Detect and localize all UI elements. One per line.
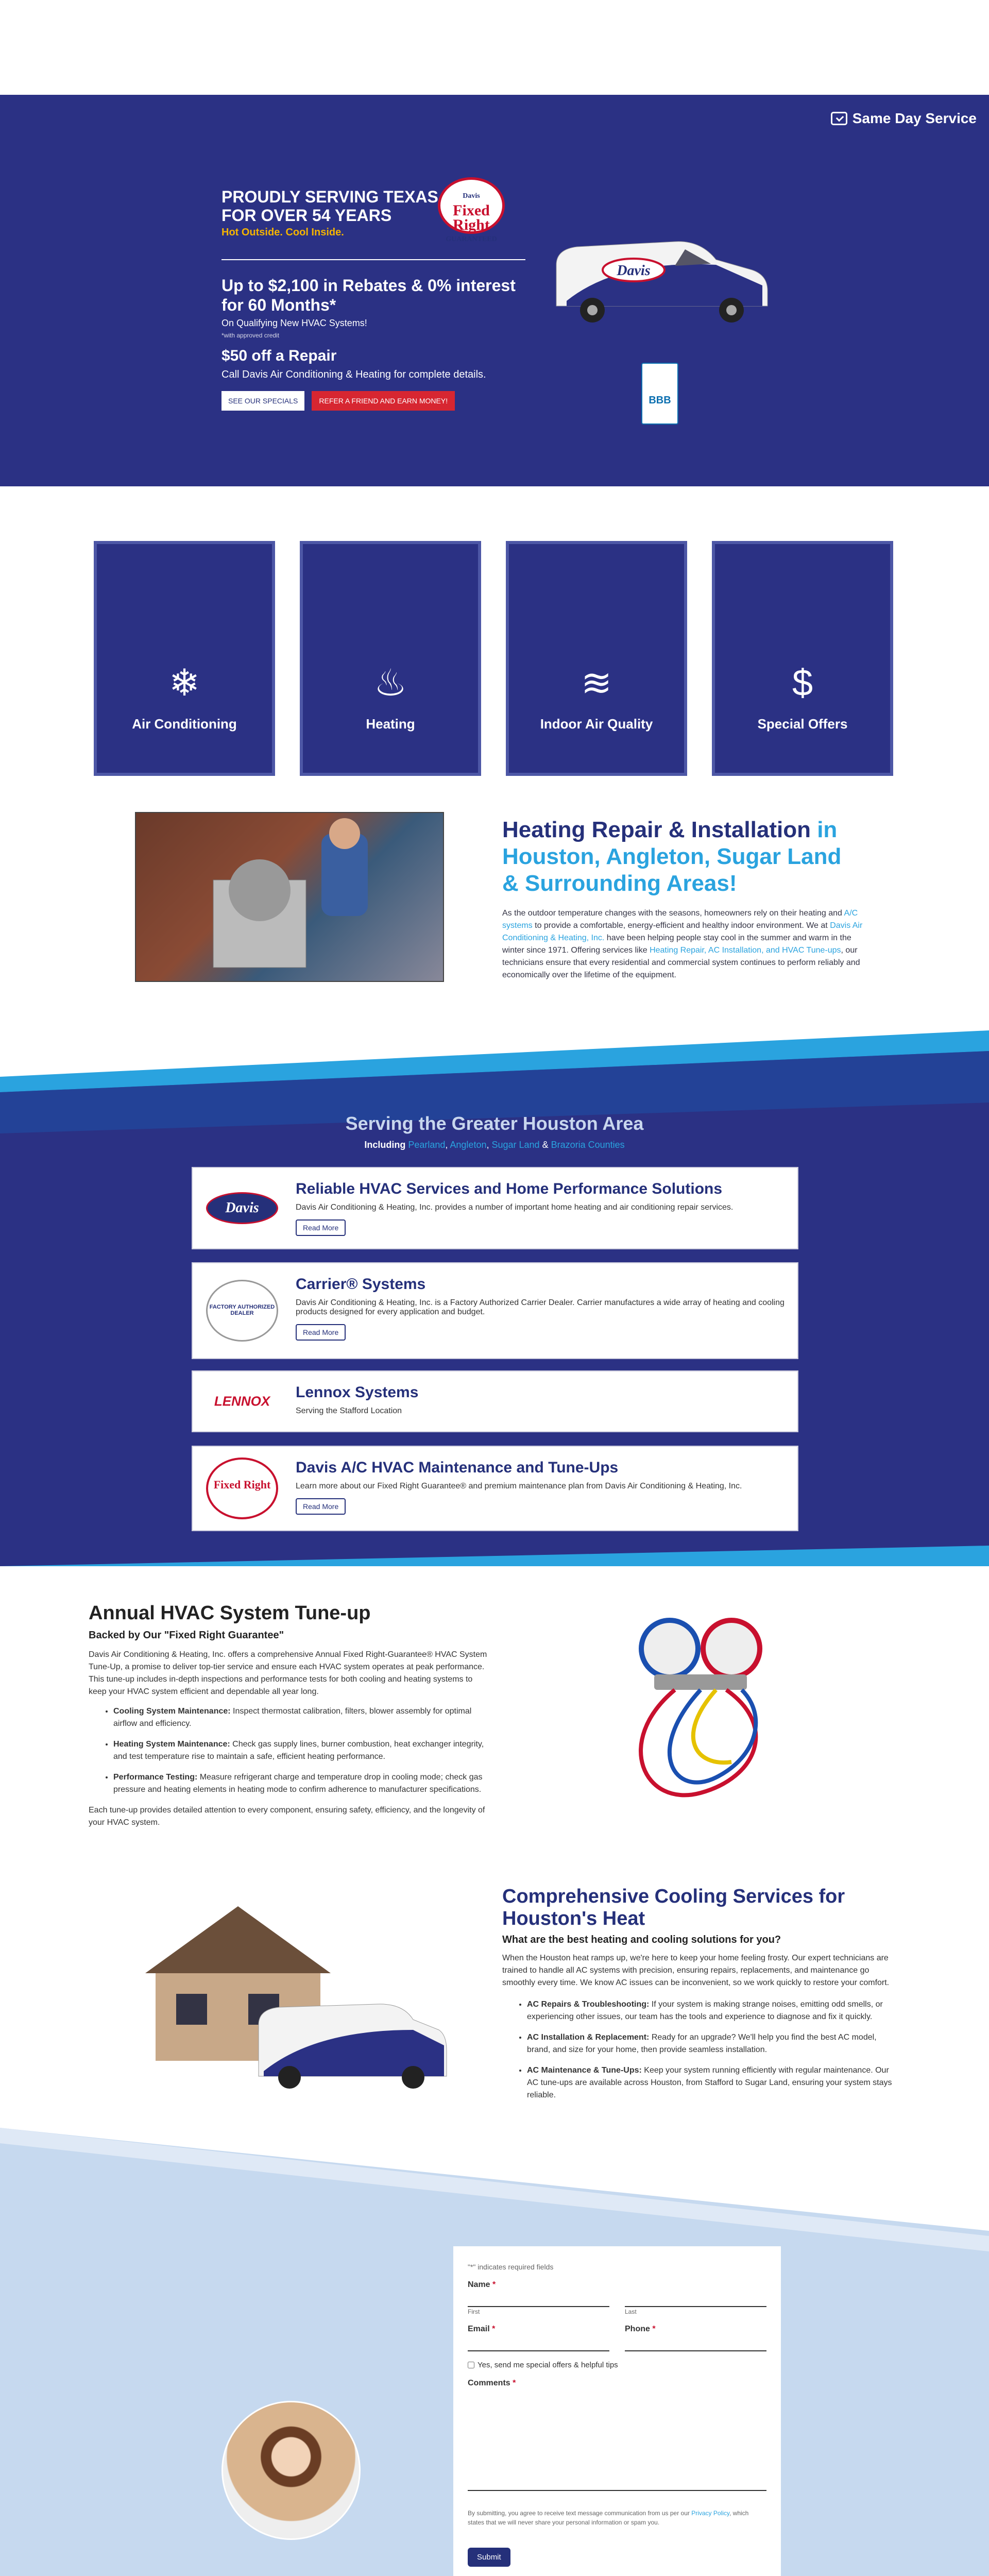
item-bold: AC Repairs & Troubleshooting: <box>527 2000 650 2009</box>
heating-title-a: Heating Repair & Installation <box>502 817 811 842</box>
fixed-right-logo: Fixed Right <box>206 1458 278 1519</box>
ac-systems-link[interactable]: A/C systems <box>502 909 858 930</box>
heating-body <box>502 907 863 981</box>
tuneup-list <box>113 1705 490 1796</box>
svg-text:Davis: Davis <box>617 263 651 279</box>
badge-top: Davis <box>463 192 480 200</box>
call-details: Call Davis Air Conditioning & Heating for complete details. <box>221 369 486 380</box>
services-link[interactable]: Heating Repair, AC Installation, and HVAC Tune-ups <box>650 946 841 955</box>
cooling-intro: When the Houston heat ramps up, we're here to keep your home feeling frosty. Our expert technicians are trained to handle all AC systems with precision, ensuring repairs, replacements, and maintenance go smoothly every time. We know AC issues can be inconvenient, so we work quickly to restore your comfort. <box>502 1954 890 1987</box>
tuneup-intro: Davis Air Conditioning & Heating, Inc. offers a comprehensive Annual Fixed Right-Guarantee® HVAC System Tune-Up, a promise to deliver top-tier service and ensure each HVAC system operates at peak performance. This tune-up includes in-depth inspections and performance tests for both cooling and heating systems to keep your HVAC system efficient and dependable all year long. <box>89 1650 487 1696</box>
hero-section <box>0 95 989 486</box>
name-label <box>468 2280 766 2290</box>
card-title: Davis A/C HVAC Maintenance and Tune-Ups <box>296 1459 619 1476</box>
dollar-search-icon: $ <box>792 663 813 704</box>
read-more-button[interactable]: Read More <box>296 1498 346 1515</box>
required-star: * <box>513 2379 516 2387</box>
comments-textarea[interactable] <box>468 2388 766 2491</box>
list-item <box>527 2031 894 2056</box>
snowflake-icon: ❄ <box>168 663 200 704</box>
item-text: If your system is making strange noises, emitting odd smells, or experiencing other issues, our team has the tools and experience to diagnose and fix it quickly. <box>527 2000 883 2021</box>
technician-photo <box>135 812 444 982</box>
phone-text: Phone <box>625 2325 650 2333</box>
hero-divider <box>221 259 525 260</box>
same-day-label: Same Day Service <box>852 110 977 126</box>
service-label: Indoor Air Quality <box>540 716 653 732</box>
privacy-policy-link[interactable]: Privacy Policy <box>691 2510 729 2517</box>
card-desc: Davis Air Conditioning & Heating, Inc. is a Factory Authorized Carrier Dealer. Carrier manufactures a wide array of heating and cooling products designed for every application and budget. <box>296 1298 785 1316</box>
item-text: Check gas supply lines, burner combustion, heat exchanger integrity, and test temperature rise to maintain a safe, efficient heating performance. <box>113 1740 484 1761</box>
card-desc: Davis Air Conditioning & Heating, Inc. provides a number of important home heating and air conditioning repair services. <box>296 1203 734 1212</box>
consent-b: , which states that we will never share your personal information or spam you. <box>468 2510 749 2526</box>
rebate-note: *with approved credit <box>221 332 280 339</box>
optin-checkbox[interactable] <box>468 2362 474 2368</box>
service-air-conditioning[interactable] <box>94 541 275 776</box>
required-star: * <box>652 2325 656 2333</box>
required-star: * <box>492 2280 496 2289</box>
customer-photo <box>221 2401 361 2540</box>
list-item <box>113 1771 490 1796</box>
tuneup-section <box>89 1602 490 1829</box>
list-item <box>113 1738 490 1763</box>
bbb-logo: BBB <box>641 363 678 425</box>
first-caption: First <box>468 2308 480 2315</box>
card-carrier <box>192 1262 798 1359</box>
read-more-button[interactable]: Read More <box>296 1219 346 1236</box>
repair-offer: $50 off a Repair <box>221 347 337 364</box>
hero-line2: FOR OVER 54 YEARS <box>221 206 392 225</box>
tuneup-outro: Each tune-up provides detailed attention to every component, ensuring safety, efficiency, and the longevity of your HVAC system. <box>89 1806 485 1827</box>
card-desc: Serving the Stafford Location <box>296 1406 402 1415</box>
sep: , <box>486 1140 492 1150</box>
fixed-right-badge <box>438 177 505 243</box>
card-title: Carrier® Systems <box>296 1276 426 1293</box>
email-label <box>468 2325 609 2334</box>
card-title: Lennox Systems <box>296 1384 419 1401</box>
item-bold: AC Installation & Replacement: <box>527 2033 650 2042</box>
calendar-check-icon <box>831 112 847 125</box>
card-title: Reliable HVAC Services and Home Performance Solutions <box>296 1180 723 1197</box>
first-name-input[interactable] <box>468 2290 609 2307</box>
heating-section <box>502 817 863 981</box>
city-sugar-land-link[interactable]: Sugar Land <box>491 1140 540 1150</box>
heating-title <box>502 817 863 897</box>
required-note: "*" indicates required fields <box>468 2263 554 2271</box>
including: Including <box>364 1140 408 1150</box>
email-text: Email <box>468 2325 490 2333</box>
item-text: Measure refrigerant charge and temperature drop in cooling mode; check gas pressure and heating elements in heating mode to confirm adherence to manufacturer specifications. <box>113 1773 483 1794</box>
card-maintenance <box>192 1446 798 1531</box>
rebate-headline: Up to $2,100 in Rebates & 0% interest for 60 Months* <box>221 276 516 314</box>
list-item <box>527 2064 894 2102</box>
cooling-section <box>502 1886 894 2110</box>
card-hvac-services <box>192 1167 798 1249</box>
city-angleton-link[interactable]: Angleton <box>450 1140 487 1150</box>
service-label: Air Conditioning <box>132 716 237 732</box>
email-field[interactable] <box>468 2334 609 2351</box>
davis-logo: Davis <box>206 1192 278 1224</box>
body-c: have been helping people stay cool in the summer and warm in the winter since 1971. Offering services like <box>502 934 851 955</box>
cooling-title: Comprehensive Cooling Services for Houston's Heat <box>502 1886 845 1929</box>
item-bold: Performance Testing: <box>113 1773 198 1782</box>
sep: , <box>445 1140 450 1150</box>
service-heating[interactable] <box>300 541 481 776</box>
optin-label: Yes, send me special offers & helpful tips <box>478 2361 618 2369</box>
service-label: Heating <box>366 716 415 732</box>
city-pearland-link[interactable]: Pearland <box>408 1140 446 1150</box>
card-lennox <box>192 1370 798 1432</box>
required-star: * <box>492 2325 496 2333</box>
same-day-service[interactable] <box>831 110 977 127</box>
comments-text: Comments <box>468 2379 510 2387</box>
item-text: Ready for an upgrade? We'll help you find the best AC model, brand, and size for your home, then provide seamless installation. <box>527 2033 877 2054</box>
heating-title-b: in Houston, Angleton, Sugar Land & Surrounding Areas! <box>502 817 842 896</box>
area-heading <box>0 1113 989 1150</box>
comments-label <box>468 2379 766 2388</box>
cooling-subtitle: What are the best heating and cooling solutions for you? <box>502 1934 781 1945</box>
hero-tagline: Hot Outside. Cool Inside. <box>221 227 344 238</box>
refer-friend-button[interactable]: REFER A FRIEND AND EARN MONEY! <box>312 391 455 411</box>
phone-label <box>625 2325 766 2334</box>
body-a: As the outdoor temperature changes with the seasons, homeowners rely on their heating and <box>502 909 844 918</box>
item-bold: Heating System Maintenance: <box>113 1740 230 1749</box>
area-title: Serving the Greater Houston Area <box>345 1113 644 1134</box>
wind-icon: ≋ <box>581 663 612 704</box>
brazoria-link[interactable]: Brazoria Counties <box>551 1140 625 1150</box>
amp: & <box>539 1140 551 1150</box>
badge-main: Fixed Right <box>453 202 490 233</box>
service-van-image <box>546 229 773 327</box>
service-special-offers[interactable] <box>712 541 893 776</box>
name-text: Name <box>468 2280 490 2289</box>
body-b: to provide a comfortable, energy-efficient and healthy indoor environment. We at <box>532 921 830 930</box>
service-label: Special Offers <box>757 716 848 732</box>
consent-text <box>468 2509 766 2527</box>
last-caption: Last <box>625 2308 637 2315</box>
card-desc: Learn more about our Fixed Right Guarantee® and premium maintenance plan from Davis Air Conditioning & Heating, Inc. <box>296 1482 742 1490</box>
rebate-qualify: On Qualifying New HVAC Systems! <box>221 318 367 328</box>
item-bold: AC Maintenance & Tune-Ups: <box>527 2066 642 2075</box>
item-text: Inspect thermostat calibration, filters, blower assembly for optimal airflow and efficiency. <box>113 1707 472 1728</box>
last-name-input[interactable] <box>625 2290 766 2307</box>
list-item <box>113 1705 490 1730</box>
hero-content <box>221 188 531 411</box>
contact-form <box>453 2246 781 2576</box>
house-van-image <box>135 1886 449 2092</box>
tuneup-title: Annual HVAC System Tune-up <box>89 1602 371 1624</box>
list-item <box>527 1998 894 2023</box>
lennox-logo: LENNOX <box>214 1393 270 1409</box>
carrier-dealer-logo: FACTORY AUTHORIZED DEALER <box>206 1280 278 1342</box>
badge-sub: GUARANTEED <box>446 235 497 243</box>
phone-field[interactable] <box>625 2334 766 2351</box>
see-specials-button[interactable]: SEE OUR SPECIALS <box>221 391 304 411</box>
item-bold: Cooling System Maintenance: <box>113 1707 231 1716</box>
cooling-list <box>527 1998 894 2102</box>
item-text: Keep your system running efficiently with regular maintenance. Our AC tune-ups are available across Houston, from Stafford to Sugar Land, ensuring your system stays reliable. <box>527 2066 892 2099</box>
area-cities <box>0 1140 989 1150</box>
hero-line1: PROUDLY SERVING TEXAS <box>221 188 438 206</box>
tuneup-subtitle: Backed by Our "Fixed Right Guarantee" <box>89 1630 284 1641</box>
davis-link[interactable]: Davis Air Conditioning & Heating, Inc. <box>502 921 863 942</box>
body-d: , our technicians ensure that every residential and commercial system continues to perform reliably and economically over the lifetime of the equipment. <box>502 946 860 979</box>
manifold-gauges-image <box>613 1613 788 1814</box>
submit-button[interactable]: Submit <box>468 2548 510 2567</box>
flame-icon: ♨ <box>373 663 407 704</box>
read-more-button[interactable]: Read More <box>296 1324 346 1341</box>
consent-a: By submitting, you agree to receive text message communication from us per our <box>468 2510 692 2517</box>
service-indoor-air-quality[interactable] <box>506 541 687 776</box>
